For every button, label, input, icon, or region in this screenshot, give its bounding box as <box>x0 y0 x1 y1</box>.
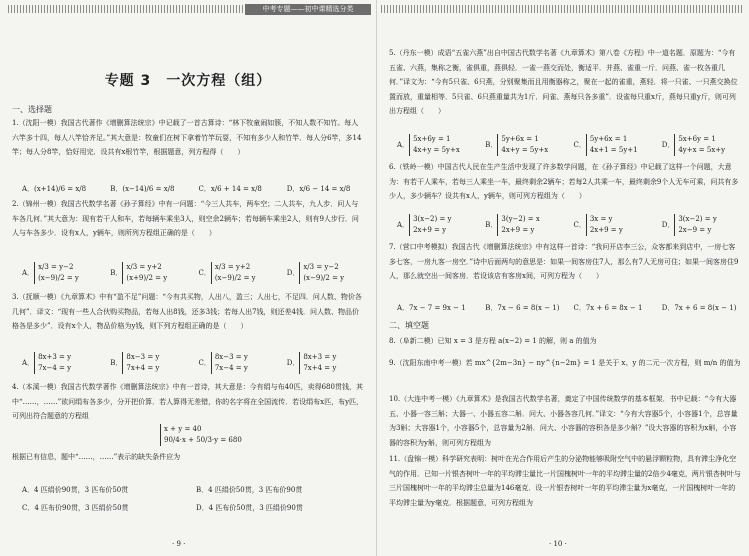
question-7: 7.（营口中考模拟）我国古代《增删算法统宗》中有这样一首诗：“我问开店李三公，众客都来到店中，一房七客多七客，一房九客一房空．”诗中后面两句的意思是：如果一间客房住7人，那么有7人无房可住；如果一间客房住9人，那么就空出一间客房．若设该店有客房x间，可列方程为（ ） <box>389 243 739 280</box>
question-4-option-a: A．4 匹绢价90贯，3 匹布价50贯 <box>22 486 129 494</box>
option-a: A．x/3 = y−2 (x−9)/2 = y <box>22 263 79 282</box>
option-c: C．8x−3 = y 7x−4 = y <box>198 353 248 372</box>
equation-system: 8x+3 = y 7x+4 = y <box>299 352 336 374</box>
question-4: 4.（本溪一模）我国古代数学著作《增删算法统宗》中有一首诗，其大意是：今有绢与布40匹，卖得680贯钱，其中“……，……”欲问绢布各多少，分开把价算．若人算得无差错，你的名字将在全国流传．若设绢布x匹，布y匹，可列出符合题意的方程组 <box>12 383 364 420</box>
option-c: C．x/6 + 14 = x/8 <box>198 185 262 193</box>
equation-system: 8x−3 = y 7x−4 = y <box>211 352 248 374</box>
page-number: · 9 · <box>172 540 186 548</box>
header-tag: 中考专题——初中课精选分类 <box>245 4 371 15</box>
equation-system: x/3 = y−2 (x−9)/2 = y <box>34 262 79 284</box>
question-4-option-b: B．4 匹绢价50贯，3 匹布价90贯 <box>196 486 303 494</box>
section-heading: 一、选择题 <box>12 105 52 114</box>
option-b: B．3(y−2) = x 2x+9 = y <box>485 215 540 234</box>
equation-system: 5x+6y = 1 4x+y = 5y+x <box>409 134 460 156</box>
option-c: C．x/3 = y+2 (x−9)/2 = y <box>198 263 256 282</box>
question-3-options <box>22 352 373 374</box>
question-10: 10.（大连中考一模）《九章算术》是我国古代数学名著，奠定了中国传统数学的基本框架．书中记载：“今有大器五、小器一容三斛；大器一、小器五容二斛．问大、小器各容几何．”译文：“今有大容器5个，小容器1个，总容量为3斛；大容器1个，小容器5个，总容量为2斛．问大、小容器的容积各是多少斛？”设大容器的容积为x斛，小容器的容积为y斛，则可列方程组为 <box>389 395 738 447</box>
question-3: 3.（抚顺一模）《九章算术》中有“盈不足”问题：“今有共买物，人出八，盈三；人出七，不足四．问人数、物价各几何”．译文：“现有一些人合伙购买物品，若每人出8钱，还多3钱；若每人出7钱，则还差4钱．问人数、物品价格各是多少”．设有x个人，物品价格为y钱，则下列方程组正确的是（ ） <box>12 293 362 330</box>
equation-system: 3(x−2) = y 2x+9 = y <box>409 214 451 236</box>
option-d: D．7x + 6 = 8(x − 1) <box>661 304 737 312</box>
equation-system: 5y+6x = 1 4x+1 = 5y+1 <box>586 134 638 156</box>
header-stripe <box>8 5 243 13</box>
option-c: C．3x = y 2x+9 = y <box>573 215 623 234</box>
option-d: D．5x+6y = 1 4y+x = 5x+y <box>661 135 726 154</box>
equation-system: x/3 = y+2 (x+9)/2 = y <box>122 262 167 284</box>
question-1: 1.（沈阳一模）我国古代著作《增删算法统宗》中记载了一首古算诗：“林下牧童闹如簇，不知人数不知竹。每人六竿多十四，每人八竿恰齐足。”其大意是：牧童们在树下拿着竹竿玩耍，不知有多少人和竹竿．每人分6竿，多14竿；每人分8竿，恰好用完．设共有x根竹竿，根据题意，列方程得（ ） <box>12 119 362 156</box>
option-b: B．7x − 6 = 8(x − 1) <box>485 304 560 312</box>
question-4-option-d: D．4 匹布价50贯，3 匹绢价90贯 <box>196 504 303 512</box>
option-d: D．x/3 = y−2 (x−9)/2 = y <box>286 263 345 282</box>
question-6: 6.（铁岭一模）中国古代人民在生产生活中发现了许多数学问题，在《孙子算经》中记载了这样一个问题，大意为：有若干人乘车，若每三人乘坐一车，最终剩余2辆车；若每2人共乘一车，最终剩余9个人无车可乘，问共有多少人，多少辆车？设共有x人，y辆车，则可列方程组为（ ） <box>389 163 739 200</box>
header-stripe <box>381 5 743 13</box>
equation-system: x/3 = y−2 (x−9)/2 = y <box>299 262 344 284</box>
question-4-system <box>160 424 242 446</box>
equation-system: 3x = y 2x+9 = y <box>586 214 623 236</box>
question-8: 8.（阜新二模）已知 x = 3 是方程 a(x−2) = 1 的解，则 a 的值为 <box>389 337 597 345</box>
option-c: C．7x + 6 = 8x − 1 <box>573 304 643 312</box>
option-a: A．7x − 7 = 9x − 1 <box>397 304 466 312</box>
question-2-options <box>22 262 373 284</box>
option-c: C．5y+6x = 1 4x+1 = 5y+1 <box>573 135 638 154</box>
right-page <box>376 0 749 556</box>
option-b: B．5y+6x = 1 4x+y = 5y+x <box>485 135 549 154</box>
question-7-options <box>397 302 748 314</box>
option-a: A．3(x−2) = y 2x+9 = y <box>397 215 452 234</box>
question-6-options <box>397 214 748 236</box>
equation-system: 8x+3 = y 7x−4 = y <box>34 352 71 374</box>
question-9: 9.（沈阳东南中考一模）若 mx^{2m−3n} − ny^{n−2m} = 1 是关于 x、y 的二元一次方程，则 m/n 的值为 <box>389 359 741 367</box>
page-number: · 10 · <box>549 540 567 548</box>
equation-system: 3(y−2) = x 2x+9 = y <box>497 214 539 236</box>
option-a: A．(x+14)/6 = x/8 <box>22 185 87 193</box>
equation-system: 5x+6y = 1 4y+x = 5x+y <box>674 134 725 156</box>
option-a: A．8x+3 = y 7x−4 = y <box>22 353 72 372</box>
equation-system: x/3 = y+2 (x−9)/2 = y <box>211 262 256 284</box>
question-4-option-c: C．4 匹布价90贯，3 匹绢价50贯 <box>22 504 129 512</box>
question-2: 2.（锦州一模）我国古代数学名著《孙子算经》中有一问题：“今三人共车，两车空；二人共车，九人步．问人与车各几何．”其大意为：现有若干人和车，若每辆车乘坐3人，则空余2辆车；若每辆车乘坐2人，则有9人步行．问人与车各多少．设有x人，y辆车，则所列方程组正确的是（ ） <box>12 200 359 237</box>
option-b: B．x/3 = y+2 (x+9)/2 = y <box>110 263 168 282</box>
question-1-options <box>22 183 373 195</box>
question-11: 11.（盘锦一模）科学研究表明：树叶在光合作用后产生的分泌物能够吸附空气中的悬浮颗粒物，具有滞尘净化空气的作用．已知一片银杏树叶一年的平均滞尘量比一片国槐树叶一年的平均滞尘量的2倍少4毫克，两片银杏树叶与三片国槐树叶一年的平均滞尘总量为146毫克．设一片银杏树叶一年的平均滞尘量为x毫克，一片国槐树叶一年的平均滞尘量为y毫克．根据题意，可列方程组为 <box>389 455 741 507</box>
question-4-tail: 根据已有信息，题中“……，……”表示的缺失条件应为 <box>12 453 181 461</box>
equation-system: 8x−3 = y 7x+4 = y <box>122 352 159 374</box>
option-b: B．8x−3 = y 7x+4 = y <box>110 353 160 372</box>
equation-system: x + y = 40 90/4·x + 50/3·y = 680 <box>160 424 242 446</box>
option-b: B．(x−14)/6 = x/8 <box>110 185 175 193</box>
page-title: 专题 3 一次方程（组） <box>104 73 272 89</box>
question-5-options <box>397 134 748 156</box>
question-5: 5.（丹东一模）成语“五雀六燕”出自中国古代数学名著《九章算术》第八卷《方程》中一道名题．原题为：“今有五雀、六燕，集称之衡，雀俱重，燕俱轻．一雀一燕交而处，衡适平．并燕、雀重一斤．问燕、雀一枚各重几何．”译文为：“今有5只雀、6只燕，分别聚集而且用衡器称之，聚在一起的雀重，燕轻．将一只雀、一只燕交换位置而放，重量相等．5只雀、6只燕重量共为1斤．问雀、燕每只各多重”．设雀每只重x斤，燕每只重y斤，则可列出方程组（ ） <box>389 49 738 115</box>
equation-system: 5y+6x = 1 4x+y = 5y+x <box>497 134 548 156</box>
equation-system: 3(x−2) = y 2x−9 = y <box>674 214 716 236</box>
option-d: D．8x+3 = y 7x+4 = y <box>286 353 337 372</box>
option-d: D．x/6 − 14 = x/8 <box>286 185 351 193</box>
section-heading: 二、填空题 <box>389 321 429 330</box>
option-d: D．3(x−2) = y 2x−9 = y <box>661 215 717 234</box>
option-a: A．5x+6y = 1 4x+y = 5y+x <box>397 135 460 154</box>
